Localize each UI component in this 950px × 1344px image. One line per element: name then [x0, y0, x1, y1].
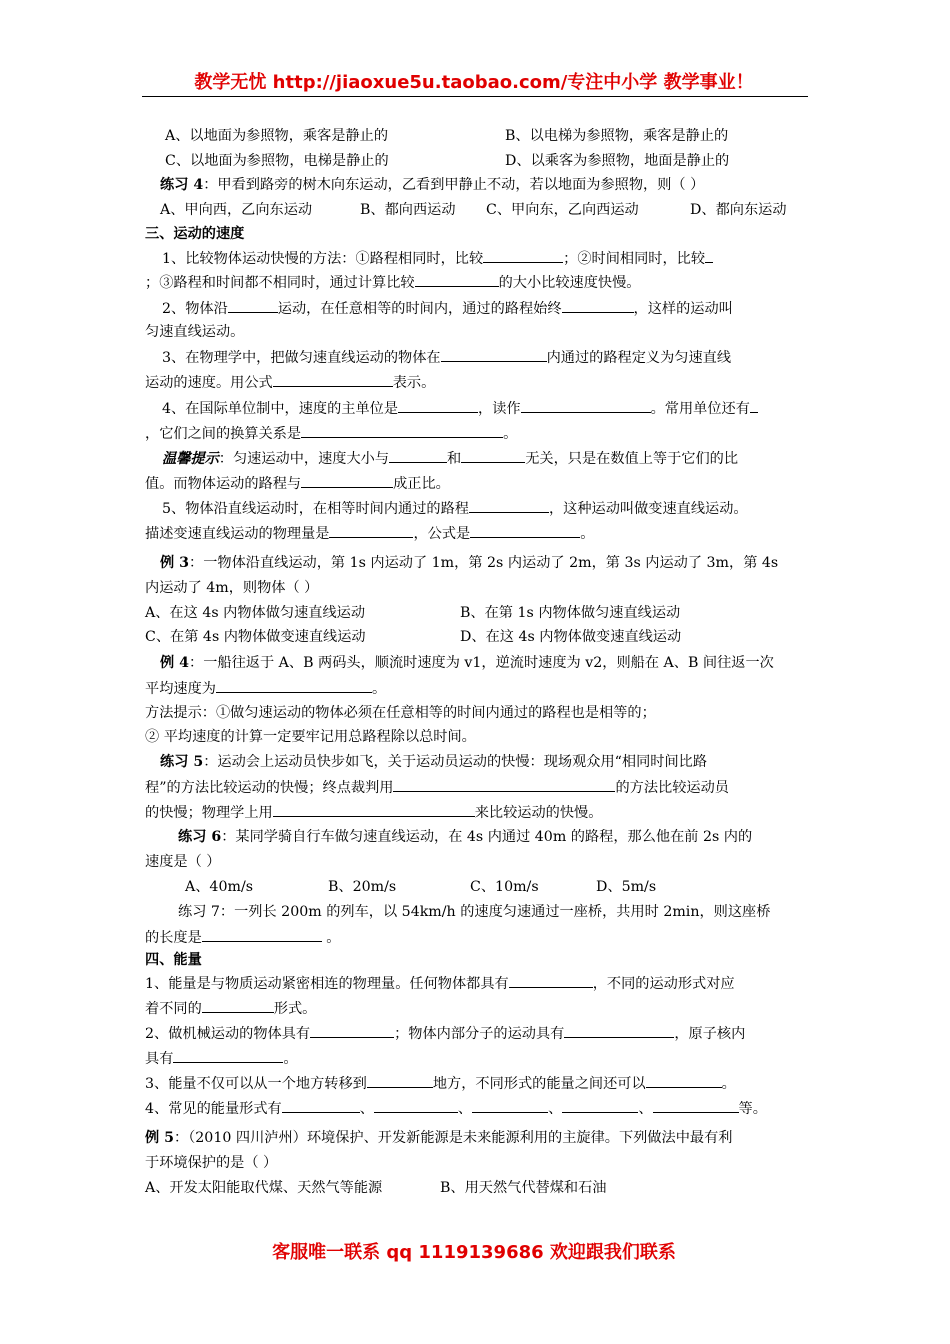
energy-item-2: 2、做机械运动的物体具有 ；物体内部分子的运动具有 ，原子核内 — [145, 1023, 745, 1044]
speed-item-1-cont: ；③路程和时间都不相同时，通过计算比较 的大小比较速度快慢。 — [145, 272, 640, 293]
practice-4: 练习 4：甲看到路旁的树木向东运动，乙看到甲静止不动，若以地面为参照物，则（ ） — [160, 177, 705, 193]
footer-contact: 客服唯一联系 qq 1119139686 欢迎跟我们联系 — [272, 1242, 676, 1263]
practice-6-option-a: A、40m/s — [185, 879, 254, 895]
practice-6-cont: 速度是（ ） — [145, 854, 221, 870]
speed-item-3-cont: 运动的速度。用公式 表示。 — [145, 372, 435, 393]
practice-4-option-b: B、都向西运动 — [360, 202, 456, 218]
example-5-option-b: B、用天然气代替煤和石油 — [440, 1180, 607, 1196]
method-tip-1: 方法提示：①做匀速运动的物体必须在任意相等的时间内通过的路程也是相等的； — [145, 705, 656, 721]
method-tip-2: ② 平均速度的计算一定要牢记用总路程除以总时间。 — [145, 729, 476, 745]
energy-item-4: 4、常见的能量形式有 、 、 、 、 等。 — [145, 1098, 767, 1119]
practice-4-option-c: C、甲向东，乙向西运动 — [486, 202, 639, 218]
practice-5: 练习 5：运动会上运动员快步如飞，关于运动员运动的快慢：现场观众用“相同时间比路 — [160, 754, 708, 770]
energy-item-1-cont: 着不同的 形式。 — [145, 998, 316, 1019]
example-3-option-b: B、在第 1s 内物体做匀速直线运动 — [460, 605, 681, 621]
practice-6-option-d: D、5m/s — [596, 879, 657, 895]
section-3-title: 三、运动的速度 — [145, 226, 245, 242]
example-3: 例 3：一物体沿直线运动，第 1s 内运动了 1m，第 2s 内运动了 2m，第 3s 内运动了 3m，第 4s — [160, 555, 779, 571]
energy-item-3: 3、能量不仅可以从一个地方转移到 地方，不同形式的能量之间还可以 。 — [145, 1073, 736, 1094]
practice-5-cont-2: 的快慢；物理学上用 来比较运动的快慢。 — [145, 802, 602, 823]
practice-6: 练习 6：某同学骑自行车做匀速直线运动，在 4s 内通过 40m 的路程，那么他在前 2s 内的 — [178, 829, 753, 845]
speed-item-3: 3、在物理学中，把做匀速直线运动的物体在 内通过的路程定义为匀速直线 — [162, 347, 731, 368]
speed-item-1: 1、比较物体运动快慢的方法：①路程相同时，比较 ；②时间相同时，比较 — [162, 248, 713, 269]
header-divider — [142, 96, 808, 97]
example-5-option-a: A、开发太阳能取代煤、天然气等能源 — [145, 1180, 383, 1196]
speed-item-4-cont: ，它们之间的换算关系是 。 — [145, 423, 517, 444]
practice-6-option-b: B、20m/s — [328, 879, 397, 895]
speed-item-2-cont: 匀速直线运动。 — [145, 324, 245, 340]
speed-item-5: 5、物体沿直线运动时，在相等时间内通过的路程 ，这种运动叫做变速直线运动。 — [162, 498, 748, 519]
warm-tip-cont: 值。而物体运动的路程与 成正比。 — [145, 473, 450, 494]
practice-5-cont: 程”的方法比较运动的快慢；终点裁判用 的方法比较运动员 — [145, 777, 729, 798]
option-d: D、以乘客为参照物，地面是静止的 — [505, 153, 730, 169]
practice-7: 练习 7：一列长 200m 的列车，以 54km/h 的速度匀速通过一座桥，共用时 2min，则这座桥 — [178, 904, 771, 920]
energy-item-1: 1、能量是与物质运动紧密相连的物理量。任何物体都具有 ，不同的运动形式对应 — [145, 973, 735, 994]
section-4-title: 四、能量 — [145, 952, 202, 968]
option-b: B、以电梯为参照物，乘客是静止的 — [505, 128, 729, 144]
practice-6-option-c: C、10m/s — [470, 879, 539, 895]
example-3-option-a: A、在这 4s 内物体做匀速直线运动 — [145, 605, 366, 621]
speed-item-5-cont: 描述变速直线运动的物理量是 ，公式是 。 — [145, 523, 594, 544]
option-c: C、以地面为参照物，电梯是静止的 — [165, 153, 389, 169]
example-3-cont: 内运动了 4m，则物体（ ） — [145, 580, 319, 596]
energy-item-2-cont: 具有 。 — [145, 1048, 298, 1069]
option-a: A、以地面为参照物，乘客是静止的 — [165, 128, 389, 144]
example-5: 例 5：（2010 四川泸州）环境保护、开发新能源是未来能源利用的主旋律。下列做法中最有利 — [145, 1130, 733, 1146]
example-3-option-d: D、在这 4s 内物体做变速直线运动 — [460, 629, 682, 645]
practice-7-cont: 的长度是 。 — [145, 927, 340, 948]
example-4: 例 4：一船往返于 A、B 两码头，顺流时速度为 v1，逆流时速度为 v2，则船在 A、B 间往返一次 — [160, 655, 774, 671]
example-3-option-c: C、在第 4s 内物体做变速直线运动 — [145, 629, 366, 645]
example-4-cont: 平均速度为 。 — [145, 678, 386, 699]
example-5-cont: 于环境保护的是（ ） — [145, 1155, 278, 1171]
practice-4-option-a: A、甲向西，乙向东运动 — [160, 202, 313, 218]
warm-tip: 温馨提示：匀速运动中，速度大小与 和 无关，只是在数值上等于它们的比 — [162, 448, 738, 469]
speed-item-4: 4、在国际单位制中，速度的主单位是 ，读作 。常用单位还有 — [162, 398, 758, 419]
practice-4-option-d: D、都向东运动 — [690, 202, 787, 218]
speed-item-2: 2、物体沿 运动，在任意相等的时间内，通过的路程始终 ，这样的运动叫 — [162, 298, 733, 319]
header-banner: 教学无忧 http://jiaoxue5u.taobao.com/专注中小学 教学事业！ — [194, 72, 754, 93]
